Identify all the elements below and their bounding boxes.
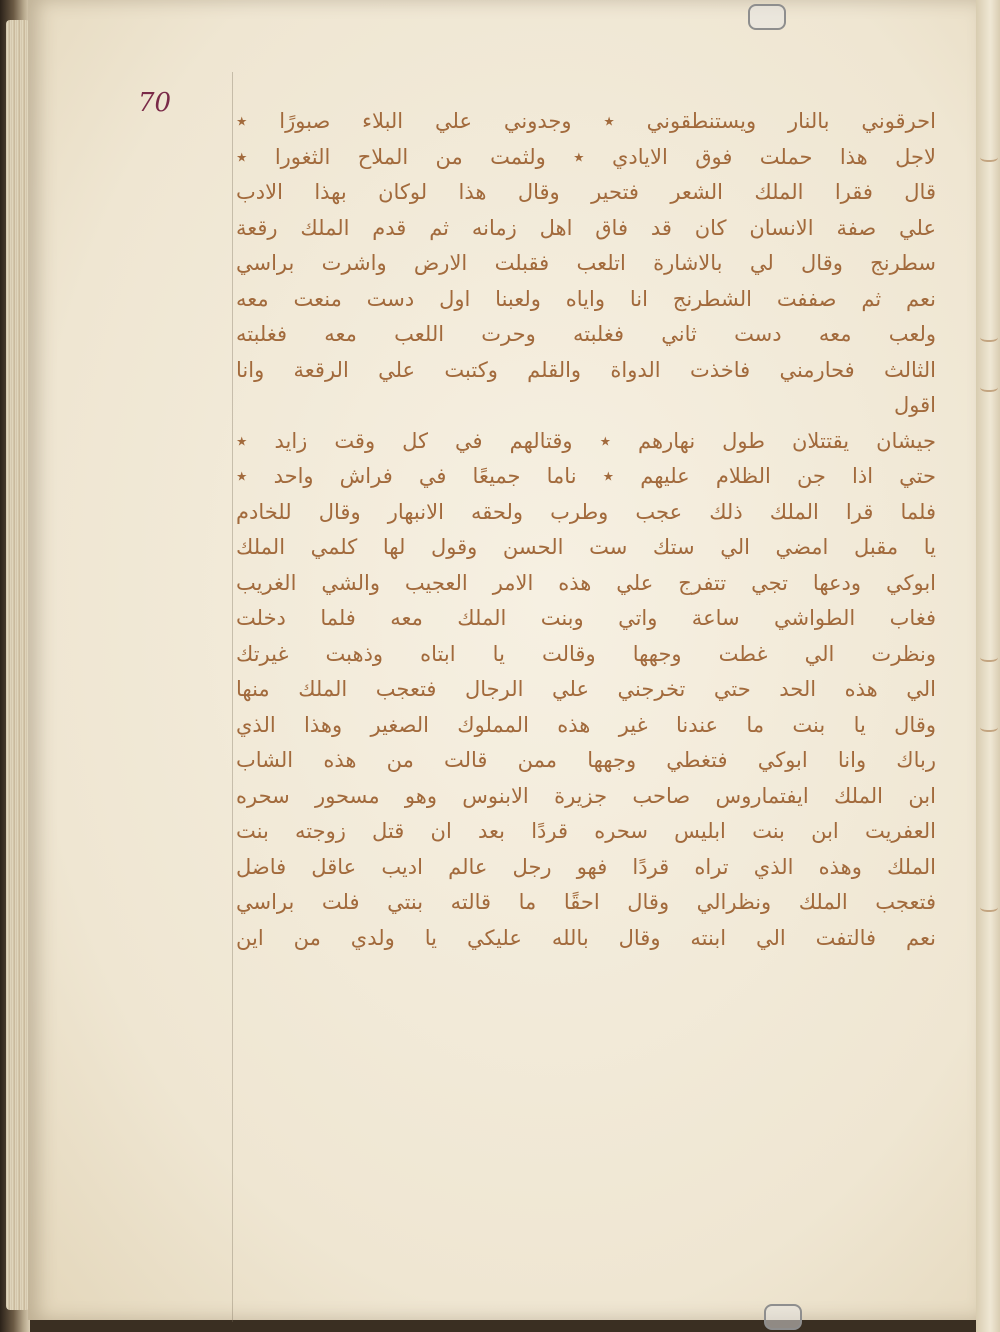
text-line: سطرنج وقال لي بالاشارة اتلعب فقبلت الارض واشرت براسي [236,251,936,275]
text-line: نعم فالتفت الي ابنته وقال بالله عليكي يا ولدي من اين [236,925,936,950]
text-line: الي هذه الحد حتي تخرجني علي الرجال فتعجب الملك منها [236,677,936,701]
text-line: فتعجب الملك ونظرالي وقال احقًا ما قالته بنتي فلت براسي [236,890,936,914]
facing-page-ink-mark [980,650,998,662]
top-page-clip [748,4,786,30]
text-line: رباك وانا ابوكي فتغطي وجهها ممن قالت من هذه الشاب [236,748,936,772]
bottom-page-clip [764,1304,802,1330]
text-line: ولعب معه دست ثاني فغلبته وحرت اللعب معه فغلبته [236,322,936,346]
facing-page-ink-mark [980,720,998,732]
manuscript-text [236,104,936,956]
text-line: ابن الملك ايفتماروس صاحب جزيرة الابنوس وهو مسحور سحره [236,783,936,808]
text-line: فغاب الطواشي ساعة واتي وبنت الملك معه فلما دخلت [236,606,936,630]
folio-number: 70 [138,88,172,118]
text-line: لاجل هذا حملت فوق الايادي ٭ ولثمت من الملاح الثغورا ٭ [236,144,936,169]
facing-page-ink-mark [980,900,998,912]
text-line: نعم ثم صففت الشطرنج انا واياه ولعبنا اول دست منعت معه [236,286,936,311]
text-line: حتي اذا جن الظلام عليهم ٭ ناما جميعًا في فراش واحد ٭ [236,464,936,488]
text-line: الثالث فحارمني فاخذت الدواة والقلم وكتبت علي الرقعة وانا [236,357,936,382]
facing-page-ink-mark [980,330,998,342]
text-line: اقول [894,393,936,417]
text-line: قال فقرا الملك الشعر فتحير وقال هذا لوكان بهذا الادب [236,180,936,204]
text-line: احرقوني بالنار ويستنطقوني ٭ وجدوني علي البلاء صبورًا ٭ [236,109,936,133]
margin-rule [232,72,233,1322]
facing-page-edge [976,0,1000,1332]
text-line: العفريت ابن بنت ابليس سحره قردًا بعد ان قتل زوجته بنت [236,819,936,843]
text-line: فلما قرا الملك ذلك عجب وطرب ولحقه الانبهار وقال للخادم [236,499,936,524]
facing-page-ink-mark [980,150,998,162]
text-line: الملك وهذه الذي تراه قردًا فهو رجل عالم اديب عاقل فاضل [236,854,936,879]
text-line: جيشان يقتتلان طول نهارهم ٭ وقتالهم في كل وقت زايد ٭ [236,428,936,453]
page-stack-edge [6,20,30,1310]
text-line: علي صفة الانسان كان قد فاق اهل زمانه ثم قدم الملك رقعة [236,215,936,240]
text-line: ابوكي ودعها تجي تتفرج علي هذه الامر العجيب والشي الغريب [236,570,936,595]
text-line: يا مقبل امضي الي ستك ست الحسن وقول لها كلمي الملك [236,535,936,559]
text-line: وقال يا بنت ما عندنا غير هذه المملوك الصغير وهذا الذي [236,712,936,737]
text-line: ونظرت الي غطت وجهها وقالت يا ابتاه وذهبت غيرتك [236,641,936,666]
facing-page-ink-mark [980,380,998,392]
